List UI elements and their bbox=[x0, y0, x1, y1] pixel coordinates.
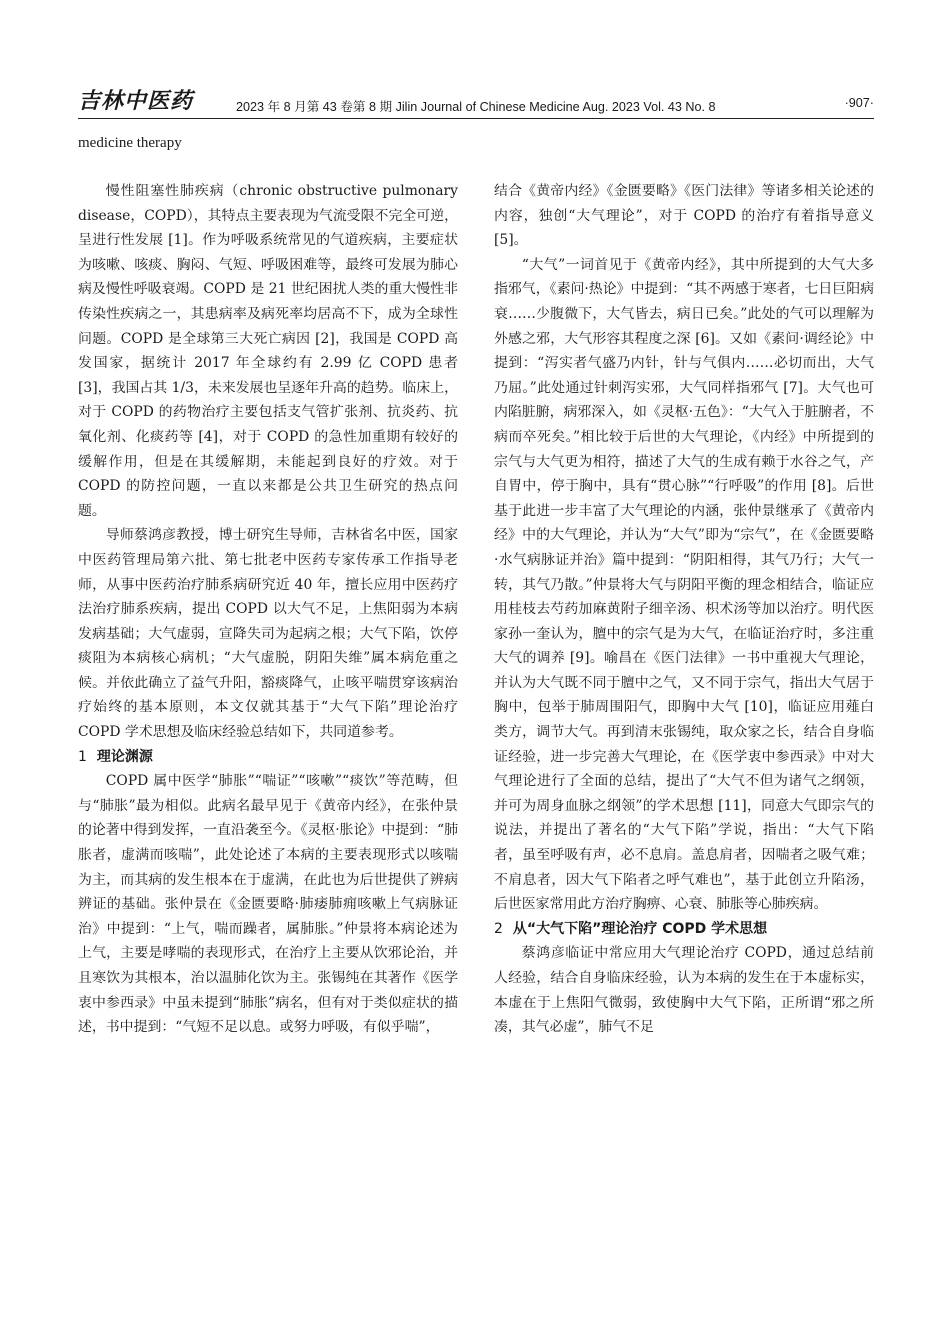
section-number: 1 bbox=[78, 748, 87, 765]
abstract-tail: medicine therapy bbox=[78, 135, 182, 151]
paragraph: 蔡鸿彦临证中常应用大气理论治疗 COPD，通过总结前人经验，结合自身临床经验，认为本病的发生在于本虚标实，本虚在于上焦阳气微弱，致使胸中大气下陷，正所谓“邪之所凑，其气必虚”，肺气不足 bbox=[494, 945, 874, 1036]
left-column bbox=[78, 179, 458, 1040]
paragraph: COPD 属中医学“肺胀”“喘证”“咳嗽”“痰饮”等范畴，但与“肺胀”最为相似。此病名最早见于《黄帝内经》，在张仲景的论著中得到发挥，一直沿袭至今。《灵枢·胀论》中提到：“肺胀者，虚满而咳喘”，此处论述了本病的主要表现形式以咳喘为主，而其病的发生根本在于虚满，在此也为后世提供了辨病辨证的基础。张仲景在《金匮要略·肺痿肺痈咳嗽上气病脉证治》中提到：“上气，喘而躁者，属肺胀。”仲景将本病论述为上气，主要是哮喘的表现形式，在治疗上主要从饮邪论治，并且寒饮为其根本，治以温肺化饮为主。张锡纯在其著作《医学衷中参西录》中虽未提到“肺胀”病名，但有对于类似症状的描述，书中提到：“气短不足以息。或努力呼吸，有似乎喘”， bbox=[78, 773, 458, 1036]
section-heading-2 bbox=[494, 917, 874, 942]
section-heading-1 bbox=[78, 745, 458, 770]
section-number: 2 bbox=[494, 920, 503, 937]
paragraph: 导师蔡鸿彦教授，博士研究生导师，吉林省名中医，国家中医药管理局第六批、第七批老中医药专家传承工作指导老师，从事中医药治疗肺系病研究近 40 年，擅长应用中医药疗法治疗肺系疾病，提出 COPD 以大气不足，上焦阳弱为本病发病基础；大气虚弱，宣降失司为起病之根；大气下陷，饮停痰阻为本病核心病机；“大气虚脱，阴阳失维”属本病危重之候。并依此确立了益气升阳，豁痰降气，止咳平喘贯穿该病治疗始终的基本原则，本文仅就其基于“大气下陷”理论治疗 COPD 学术思想及临床经验总结如下，共同道参考。 bbox=[78, 527, 458, 741]
journal-header bbox=[78, 84, 874, 119]
right-column bbox=[494, 179, 874, 1040]
journal-logo: 吉林中医药 bbox=[78, 88, 194, 114]
paragraph: “大气”一词首见于《黄帝内经》，其中所提到的大气大多指邪气，《素问·热论》中提到：“其不两感于寒者，七日巨阳病衰……少腹微下，大气皆去，病日已矣。”此处的气可以理解为外感之邪，大气形容其程度之深 [6]。又如《素问·调经论》中提到：“泻实者气盛乃内针，针与气俱内……必切而出，大气乃屈。”此处通过针刺泻实邪，大气同样指邪气 [7]。大气也可内陷脏腑，病邪深入，如《灵枢·五色》：“大气入于脏腑者，不病而卒死矣。”相比较于后世的大气理论，《内经》中所提到的宗气与大气更为相符，描述了大气的生成有赖于水谷之气，产自胃中，停于胸中，具有“贯心脉”“行呼吸”的作用 [8]。后世基于此进一步丰富了大气理论的内涵，张仲景继承了《黄帝内经》中的大气理论，并认为“大气”即为“宗气”，在《金匮要略·水气病脉证并治》篇中提到：“阴阳相得，其气乃行；大气一转，其气乃散。”仲景将大气与阴阳平衡的理念相结合，临证应用桂枝去芍药加麻黄附子细辛汤、枳术汤等加以治疗。明代医家孙一奎认为，膻中的宗气是为大气，在临证治疗时，多注重大气的调养 [9]。喻昌在《医门法律》一书中重视大气理论，并认为大气既不同于膻中之气，又不同于宗气，指出大气居于胸中，包举于肺周围阳气，即胸中大气 [10]，临证应用薤白类方，调节大气。再到清末张锡纯，取众家之长，结合自身临证经验，进一步完善大气理论，在《医学衷中参西录》中对大气理论进行了全面的总结，提出了“大气不但为诸气之纲领，并可为周身血脉之纲领”的学术思想 [11]，同意大气即宗气的说法，并提出了著名的“大气下陷”学说，指出：“大气下陷者，虽至呼吸有声，必不息肩。盖息肩者，因喘者之吸气难；不肩息者，因大气下陷者之呼气难也”，基于此创立升陷汤，后世医家常用此方治疗胸痹、心衰、肺胀等心肺疾病。 bbox=[494, 256, 874, 913]
page-number: ·907· bbox=[844, 96, 874, 110]
paragraph: 结合《黄帝内经》《金匮要略》《医门法律》等诸多相关论述的内容，独创“大气理论”，对于 COPD 的治疗有着指导意义 [5]。 bbox=[494, 183, 874, 249]
journal-issue-line: 2023 年 8 月第 43 卷第 8 期 Jilin Journal of Chinese Medicine Aug. 2023 Vol. 43 No. 8 bbox=[236, 100, 716, 114]
section-title: 从“大气下陷”理论治疗 COPD 学术思想 bbox=[512, 920, 768, 937]
paragraph: 慢性阻塞性肺疾病（chronic obstructive pulmonary disease，COPD），其特点主要表现为气流受限不完全可逆，呈进行性发展 [1]。作为呼吸系统常见的气道疾病，主要症状为咳嗽、咳痰、胸闷、气短、呼吸困难等，最终可发展为肺心病及慢性呼吸衰竭。COPD 是 21 世纪困扰人类的重大慢性非传染性疾病之一，其患病率及病死率均居高不下，成为全球性问题。COPD 是全球第三大死亡病因 [2]，我国是 COPD 高发国家，据统计 2017 年全球约有 2.99 亿 COPD 患者 [3]，我国占其 1/3，未来发展也呈逐年升高的趋势。临床上，对于 COPD 的药物治疗主要包括支气管扩张剂、抗炎药、抗氧化剂、化痰药等 [4]，对于 COPD 的急性加重期有较好的缓解作用，但是在其缓解期，未能起到良好的疗效。对于 COPD 的防控问题，一直以来都是公共卫生研究的热点问题。 bbox=[78, 183, 458, 519]
section-title: 理论渊源 bbox=[96, 748, 153, 765]
